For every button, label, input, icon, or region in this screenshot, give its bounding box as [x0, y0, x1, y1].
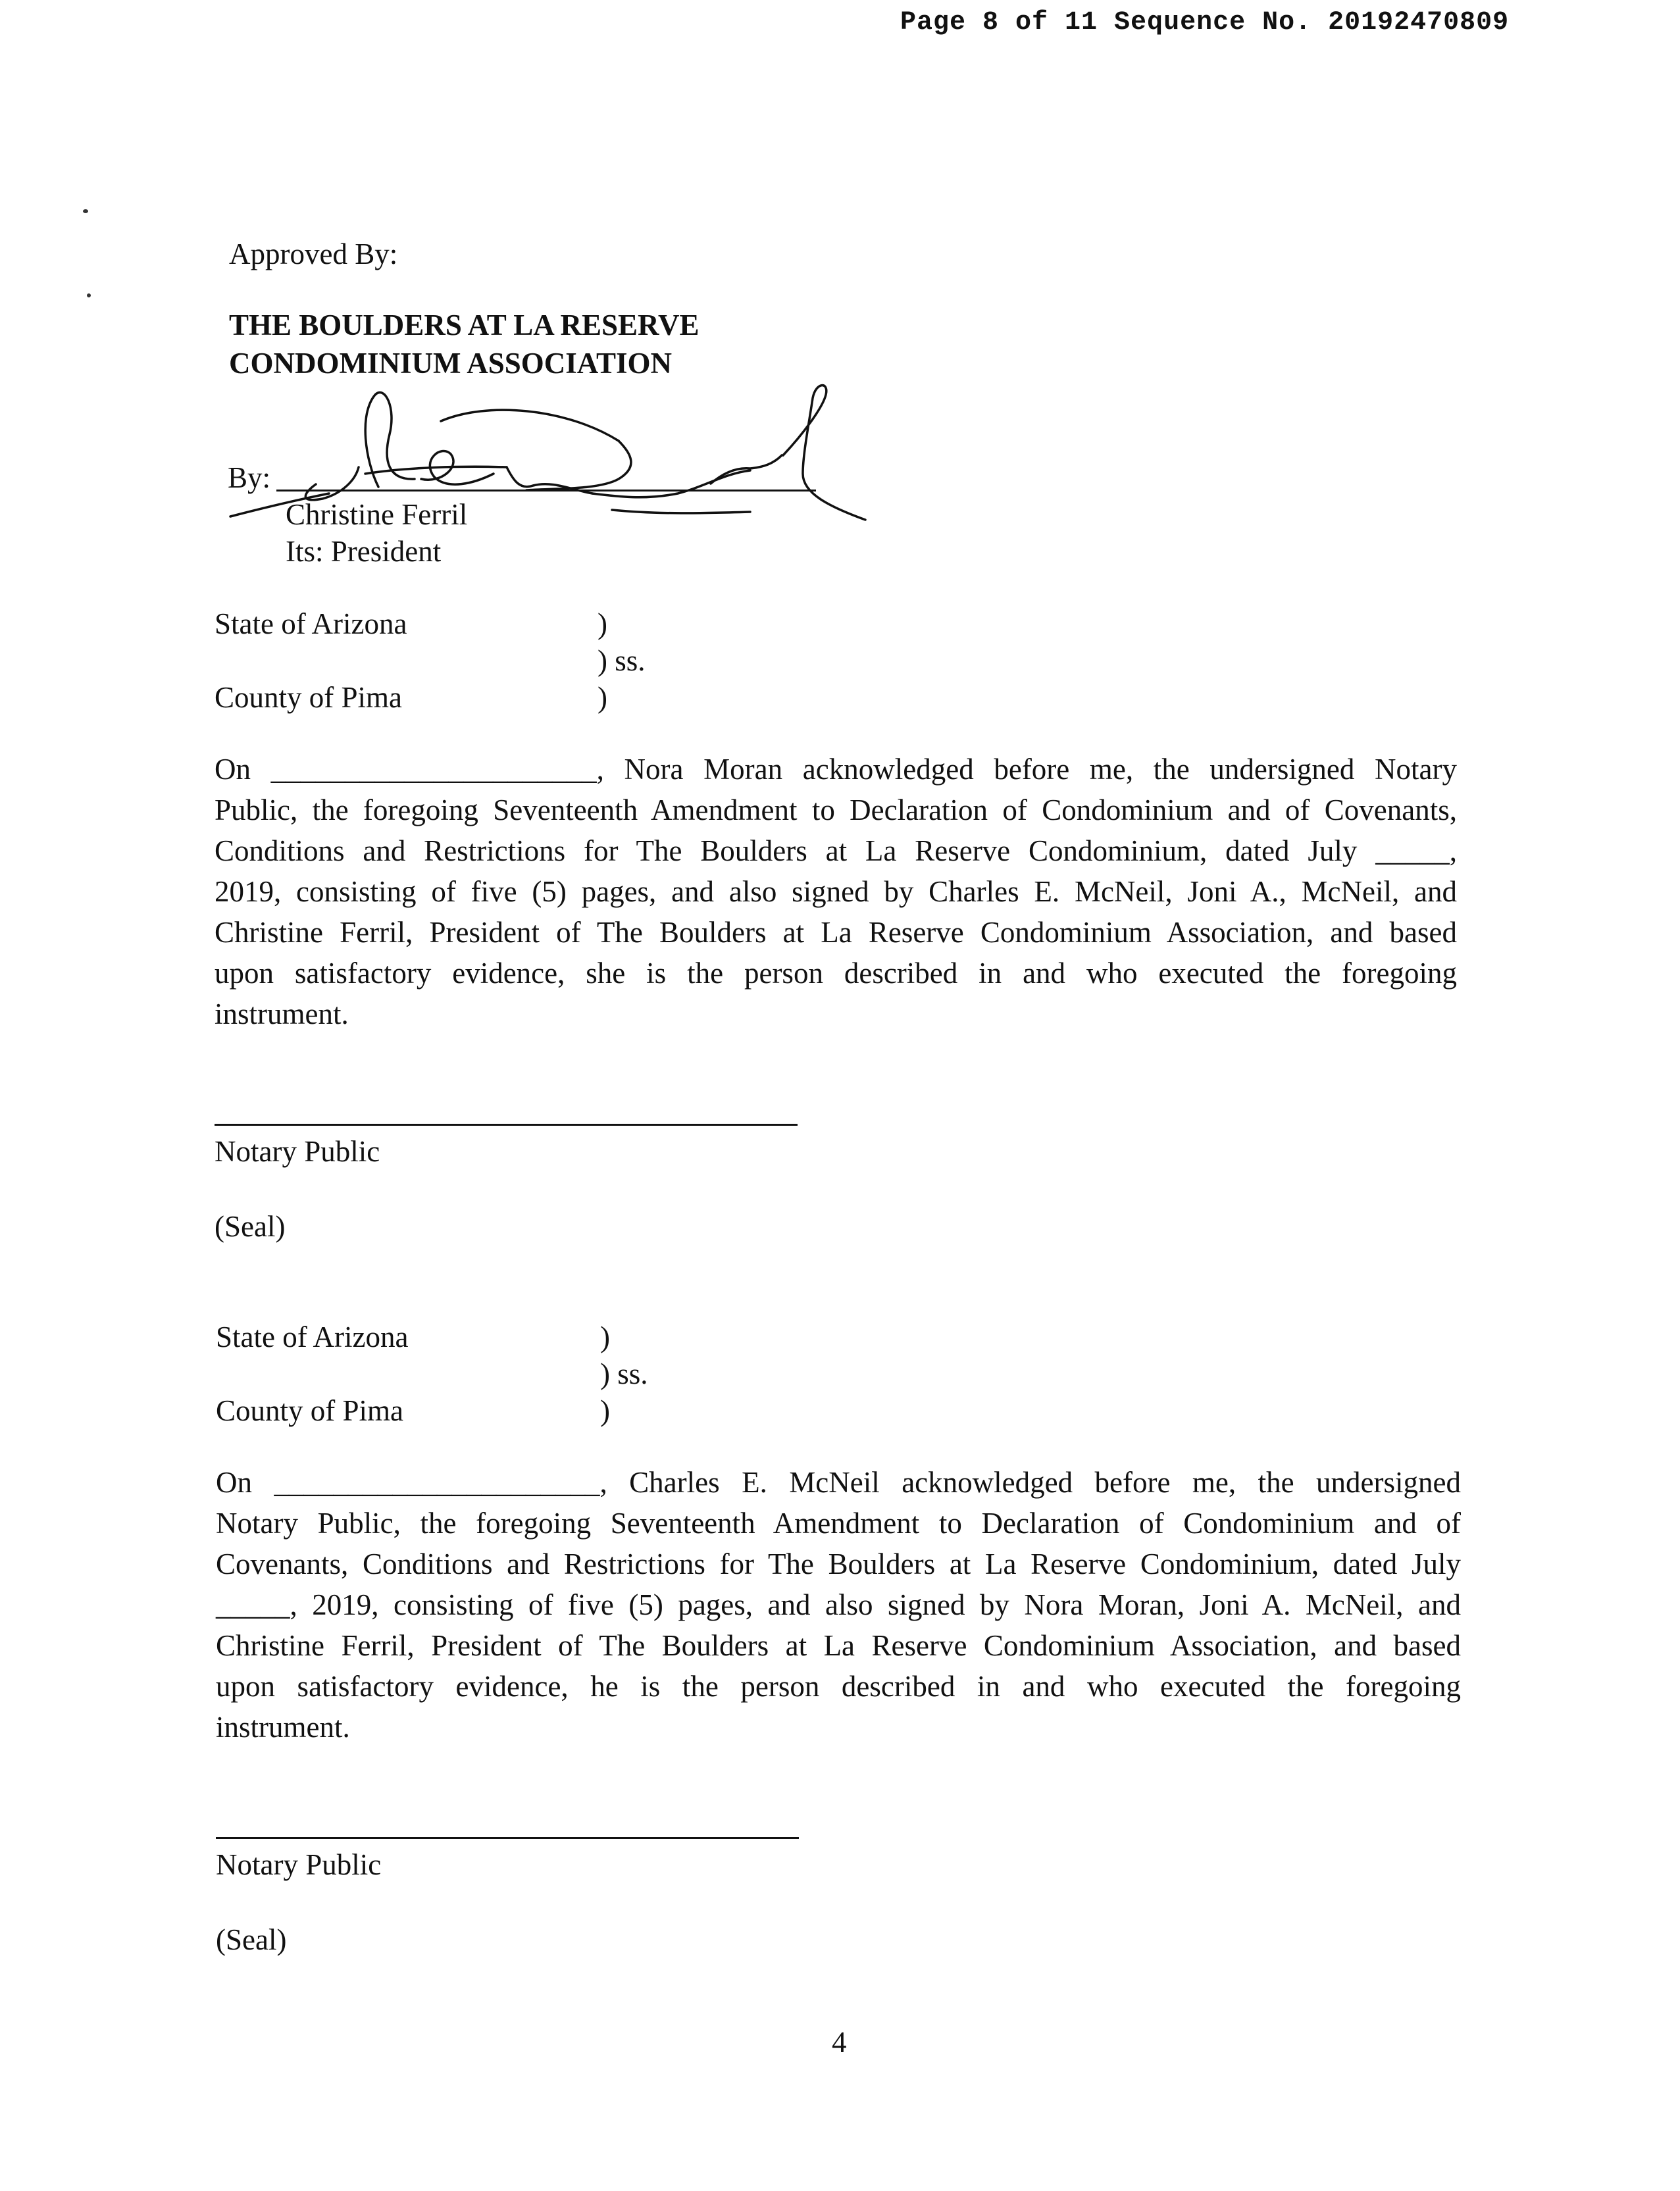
acknowledgment-line: instrument. — [215, 997, 349, 1030]
signer-name: Christine Ferril — [286, 498, 468, 531]
association-name-line2: CONDOMINIUM ASSOCIATION — [229, 347, 672, 380]
seal-label: (Seal) — [215, 1210, 286, 1243]
acknowledgment-paragraph — [215, 749, 1457, 1034]
notary-signature-line — [215, 1124, 798, 1126]
venue-ss: ) ss. — [600, 1357, 648, 1390]
notary-public-label: Notary Public — [215, 1135, 380, 1168]
scan-speck — [83, 209, 88, 213]
acknowledgment-line: Christine Ferril, President of The Boulders at La Reserve Condominium Association, and based — [216, 1629, 1461, 1662]
acknowledgment-paragraph — [216, 1462, 1461, 1748]
acknowledgment-line: Covenants, Conditions and Restrictions for The Boulders at La Reserve Condominium, dated July — [216, 1548, 1461, 1580]
acknowledgment-line: Public, the foregoing Seventeenth Amendment to Declaration of Condominium and of Covenants, — [215, 793, 1457, 826]
venue-state: State of Arizona — [215, 607, 407, 640]
scan-speck — [87, 293, 91, 297]
venue-paren: ) — [598, 681, 607, 714]
acknowledgment-line: Notary Public, the foregoing Seventeenth Amendment to Declaration of Condominium and of — [216, 1507, 1461, 1540]
acknowledgment-line: Christine Ferril, President of The Boulders at La Reserve Condominium Association, and based — [215, 916, 1457, 949]
approved-by-label: Approved By: — [229, 238, 398, 270]
page-number: 4 — [832, 2026, 847, 2059]
association-name-line1: THE BOULDERS AT LA RESERVE — [229, 309, 700, 341]
acknowledgment-line: upon satisfactory evidence, he is the person described in and who executed the foregoing — [216, 1670, 1461, 1703]
by-label: By: — [228, 461, 271, 494]
acknowledgment-line: 2019, consisting of five (5) pages, and also signed by Charles E. McNeil, Joni A., McNeil, and — [215, 875, 1457, 908]
venue-paren: ) — [600, 1321, 610, 1353]
page-sequence-header: Page 8 of 11 Sequence No. 20192470809 — [900, 8, 1510, 38]
signer-title: Its: President — [286, 535, 442, 568]
acknowledgment-line: Conditions and Restrictions for The Boulders at La Reserve Condominium, dated July _____, — [215, 834, 1457, 867]
notary-public-label: Notary Public — [216, 1848, 382, 1881]
acknowledgment-line: upon satisfactory evidence, she is the person described in and who executed the foregoing — [215, 957, 1457, 990]
acknowledgment-line: _____, 2019, consisting of five (5) pages, and also signed by Nora Moran, Joni A. McNeil, and — [216, 1588, 1461, 1621]
notary-signature-line — [216, 1837, 799, 1839]
venue-county: County of Pima — [215, 681, 403, 714]
venue-ss: ) ss. — [598, 644, 646, 677]
venue-state: State of Arizona — [216, 1321, 409, 1353]
venue-paren: ) — [600, 1394, 610, 1427]
acknowledgment-line: On ______________________, Charles E. McNeil acknowledged before me, the undersigned — [216, 1466, 1461, 1499]
venue-paren: ) — [598, 607, 607, 640]
seal-label: (Seal) — [216, 1923, 287, 1956]
acknowledgment-line: instrument. — [216, 1711, 350, 1744]
venue-county: County of Pima — [216, 1394, 404, 1427]
acknowledgment-line: On ______________________, Nora Moran acknowledged before me, the undersigned Notary — [215, 753, 1457, 786]
